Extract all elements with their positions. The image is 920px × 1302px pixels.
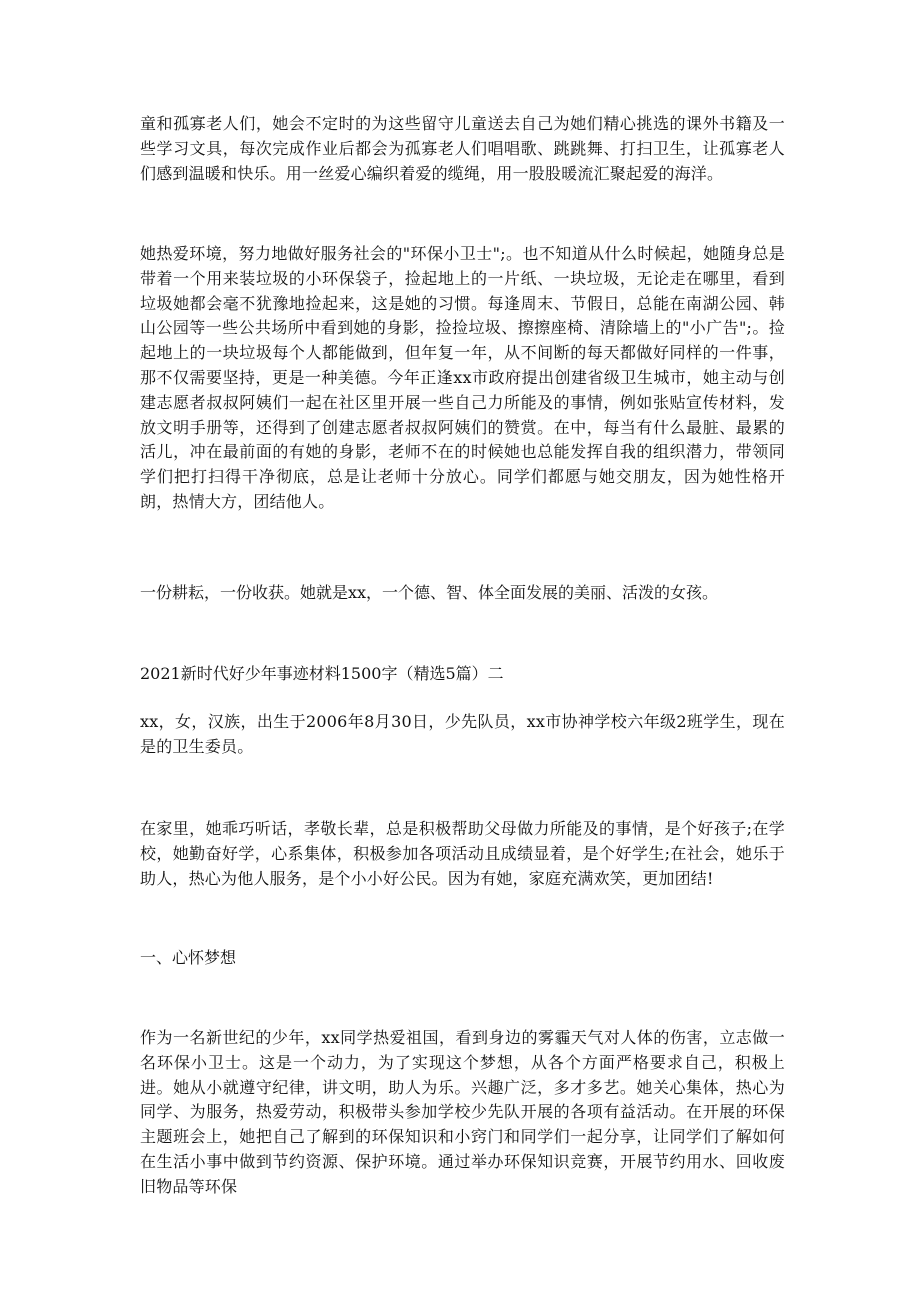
paragraph-care-for-elderly: 童和孤寡老人们，她会不定时的为这些留守儿童送去自己为她们精心挑选的课外书籍及一些学习文具，每次完成作业后都会为孤寡老人们唱唱歌、跳跳舞、打扫卫生，让孤寡老人们感到温暖和快乐。用一丝爱心编织着爱的缆绳，用一股股暖流汇聚起爱的海洋。	[140, 114, 785, 183]
paragraph-dream: 作为一名新世纪的少年，xx同学热爱祖国，看到身边的雾霾天气对人体的伤害，立志做一名环保小卫士。这是一个动力，为了实现这个梦想，从各个方面严格要求自己，积极上进。她从小就遵守纪律，讲文明，助人为乐。兴趣广泛，多才多艺。她关心集体，热心为同学、为服务，热爱劳动，积极带头参加学校少先队开展的各项有益活动。在开展的环保主题班会上，她把自己了解到的环保知识和小窍门和同学们一起分享，让同学们了解如何在生活小事中做到节约资源、保护环境。通过举办环保知识竞赛，开展节约用水、回收废旧物品等环保	[140, 1028, 785, 1196]
paragraph-environment: 她热爱环境，努力地做好服务社会的"环保小卫士";。也不知道从什么时候起，她随身总是带着一个用来装垃圾的小环保袋子，捡起地上的一片纸、一块垃圾，无论走在哪里，看到垃圾她都会毫不犹豫地捡起来，这是她的习惯。每逢周末、节假日，总能在南湖公园、韩山公园等一些公共场所中看到她的身影，捡捡垃圾、擦擦座椅、清除墙上的"小广告";。捡起地上的一块垃圾每个人都能做到，但年复一年，从不间断的每天都做好同样的一件事，那不仅需要坚持，更是一种美德。今年正逢xx市政府提出创建省级卫生城市，她主动与创建志愿者叔叔阿姨们一起在社区里开展一些自己力所能及的事情，例如张贴宣传材料，发放文明手册等，还得到了创建志愿者叔叔阿姨们的赞赏。在中，每当有什么最脏、最累的活儿，冲在最前面的有她的身影，老师不在的时候她也总能发挥自我的组织潜力，带领同学们把打扫得干净彻底，总是让老师十分放心。同学们都愿与她交朋友，因为她性格开朗，热情大方，团结他人。	[140, 244, 785, 511]
paragraph-family-school-society: 在家里，她乖巧听话，孝敬长辈，总是积极帮助父母做力所能及的事情，是个好孩子;在学校，她勤奋好学，心系集体，积极参加各项活动且成绩显着，是个好学生;在社会，她乐于助人，热心为他人服务，是个小小好公民。因为有她，家庭充满欢笑，更加团结!	[140, 819, 785, 888]
paragraph-profile: xx，女，汉族，出生于2006年8月30日，少先队员，xx市协神学校六年级2班学生，现在是的卫生委员。	[140, 712, 785, 756]
section-heading-article-two: 2021新时代好少年事迹材料1500字（精选5篇）二	[140, 664, 504, 683]
subheading-dream: 一、心怀梦想	[140, 948, 237, 967]
paragraph-summary: 一份耕耘，一份收获。她就是xx，一个德、智、体全面发展的美丽、活泼的女孩。	[140, 583, 719, 602]
